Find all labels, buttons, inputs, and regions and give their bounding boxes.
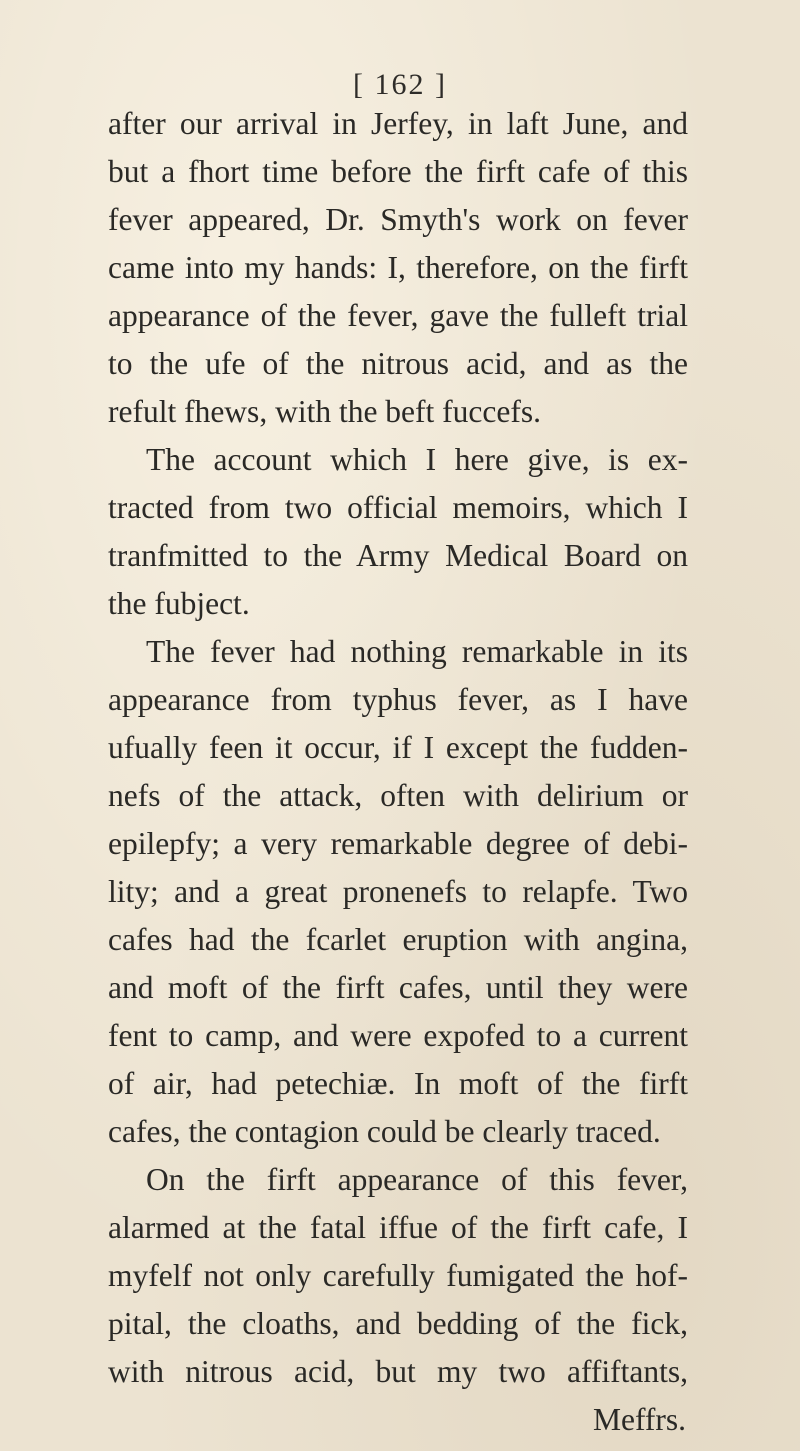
catchword: Meffrs. <box>592 1402 686 1437</box>
text-line: myfelf not only carefully fumigated the hof- <box>108 1258 688 1293</box>
text-line: appearance of the fever, gave the fulleft trial <box>108 298 688 333</box>
text-line: On the firft appearance of this fever, <box>146 1162 688 1197</box>
text-line: tranfmitted to the Army Medical Board on <box>108 538 688 573</box>
text-line: with nitrous acid, but my two affiftants, <box>108 1354 688 1389</box>
text-line: appearance from typhus fever, as I have <box>108 682 688 717</box>
text-line: nefs of the attack, often with delirium or <box>108 778 688 813</box>
text-line: came into my hands: I, therefore, on the firft <box>108 250 688 285</box>
text-line: but a fhort time before the firft cafe of this <box>108 154 688 189</box>
text-line: The account which I here give, is ex- <box>146 442 688 477</box>
text-line: alarmed at the fatal iffue of the firft cafe, I <box>108 1210 688 1245</box>
text-line: lity; and a great pronenefs to relapfe. Two <box>108 874 688 909</box>
text-line: cafes had the fcarlet eruption with angina, <box>108 922 688 957</box>
text-line: the fubject. <box>108 586 250 621</box>
page-number-header: [ 162 ] <box>353 68 447 101</box>
text-line: cafes, the contagion could be clearly traced. <box>108 1114 661 1149</box>
text-line: tracted from two official memoirs, which I <box>108 490 688 525</box>
text-line: of air, had petechiæ. In moft of the firft <box>108 1066 688 1101</box>
body-text <box>108 100 688 1444</box>
text-line: refult fhews, with the beft fuccefs. <box>108 394 541 429</box>
text-line: and moft of the firft cafes, until they were <box>108 970 688 1005</box>
text-line: The fever had nothing remarkable in its <box>146 634 688 669</box>
text-line: fent to camp, and were expofed to a current <box>108 1018 688 1053</box>
text-line: after our arrival in Jerfey, in laft June, and <box>108 106 688 141</box>
text-line: epilepfy; a very remarkable degree of debi- <box>108 826 688 861</box>
text-line: to the ufe of the nitrous acid, and as the <box>108 346 688 381</box>
text-line: pital, the cloaths, and bedding of the fick, <box>108 1306 688 1341</box>
text-line: fever appeared, Dr. Smyth's work on fever <box>108 202 688 237</box>
text-line: ufually feen it occur, if I except the fudden- <box>108 730 688 765</box>
